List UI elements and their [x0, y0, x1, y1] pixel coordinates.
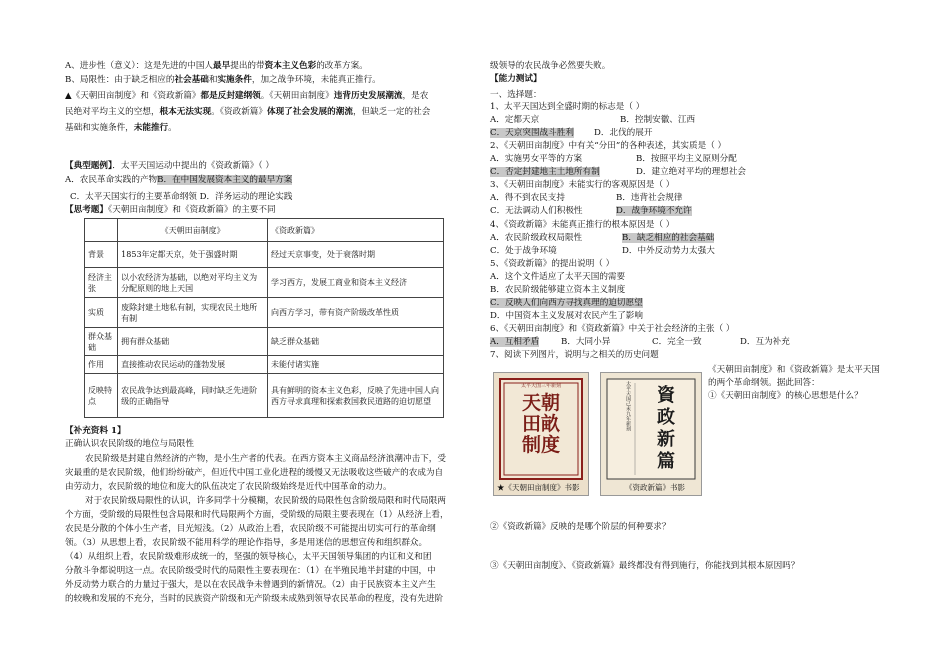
paragraph-line: 外反动势力联合的力量过于强大，是以在农民战争未曾遇到的新情况。（2）由于民族资本主义产生 [65, 580, 436, 590]
option-b: B．农民阶级能够建立资本主义制度 [490, 285, 626, 295]
sub-question-1: ①《天朝田亩制度》的核心思想是什么？ [708, 391, 863, 401]
cover-title-line: 政 [657, 407, 675, 428]
paragraph-line: 农民阶级是封建自然经济的产物，是小生产者的代表。在西方资本主义商品经济浪潮冲击下，受 [85, 454, 446, 464]
table-row [85, 268, 444, 298]
text: 看， [431, 510, 449, 520]
option-c: C．无法调动人们积极性 [490, 206, 583, 216]
question-2: 2、《天朝田亩制度》中有关“分田”的各种表述，其实质是（ ） [490, 141, 727, 151]
cover-top-text: 太平天国己未九年新刻 [625, 381, 631, 431]
text: 。《天朝田亩制度》 [260, 91, 334, 101]
book-cover-image-zizheng [600, 372, 702, 496]
table-row [85, 298, 444, 328]
highlighted-answer: B．缺乏相应的社会基础 [622, 233, 715, 243]
think-question [65, 204, 276, 216]
highlighted-answer: C．反映人们向西方寻找真理的迫切愿望 [490, 298, 643, 308]
paragraph-line: 农民是分散的个体小生产者，目光短浅。（2）从政治上看，农民阶级不可能提出切实可行的革命纲 [65, 524, 436, 534]
table-row [85, 374, 444, 418]
bold-text: 资本主义色彩 [264, 61, 317, 71]
example-options-cd: C．太平天国实行的主要革命纲领 D．洋务运动的理论实践 [70, 192, 293, 202]
option-c: C．处于战争环境 [490, 246, 557, 256]
table-cell: 学习西方，发展工商业和资本主义经济 [268, 268, 444, 298]
text: 提出的带 [230, 61, 265, 71]
cover-title-line: 田畝 [521, 413, 560, 435]
side-text: 的两个革命纲领。据此回答： [708, 378, 820, 388]
text: 的改革方案。 [316, 61, 368, 71]
limitation-line [65, 74, 381, 86]
cover-title-line: 天朝 [521, 392, 560, 414]
option-d: D．北伐的展开 [594, 128, 653, 138]
paragraph-line: （4）从组织上看，农民阶级难形成统一的，坚强的领导核心，太平天国领导集团的内讧和义和团 [65, 552, 432, 562]
paragraph-line: 分散斗争都说明这一点。农民阶级受时代的局限性主要表现在：（1）在半殖民地半封建的中国，中 [65, 566, 436, 576]
note-line-3 [65, 122, 177, 134]
question-5: 5、《资政新篇》的提出说明（ ） [490, 259, 615, 269]
option-c [490, 297, 643, 309]
paragraph-line: 灾最重的是农民阶级，他们纷纷破产，但近代中国工业化进程的缓慢又无法吸收这些破产的农成为自 [65, 468, 444, 478]
option-d: D．中国资本主义发展对农民产生了影响 [490, 311, 643, 321]
table-cell: 未能付诸实施 [268, 356, 444, 374]
supplement-heading: 【补充资料 1】 [65, 426, 126, 436]
text: 。 [168, 123, 177, 133]
text: ，是农 [402, 91, 429, 101]
sub-question-3: ③《天朝田亩制度》、《资政新篇》最终都没有得到施行，你能找到其根本原因吗？ [490, 561, 800, 571]
section-heading: 【能力测试】 [490, 74, 542, 84]
row-header: 经济主张 [85, 268, 118, 298]
bold-text: 违背历史发展潮流 [333, 91, 403, 101]
table-cell: 具有鲜明的资本主义色彩，反映了先进中国人向西方寻求真理和探索救国救民道路的迫切愿望 [268, 374, 444, 418]
section-subheading: 一、选择题： [490, 90, 542, 100]
option-b: B．大同小异 [561, 337, 611, 347]
option-c: C．完全一致 [652, 337, 702, 347]
highlighted-answer: C．否定封建地主土地所有制 [490, 167, 600, 177]
row-header: 背景 [85, 242, 118, 268]
table-cell: 以小农经济为基础，以绝对平均主义为分配原则的地上天国 [118, 268, 268, 298]
cover-title-line: 篇 [657, 451, 675, 472]
question-6: 6、《天朝田亩制度》和《资政新篇》中关于社会经济的主张（ ） [490, 324, 735, 334]
table-cell: 缺乏群众基础 [268, 328, 444, 356]
text: 和 [208, 75, 218, 85]
paragraph-line: 领。（3）从思想上看，农民阶级不能用科学的理论作指导，多是用迷信的思想宣传和组织群众。 [65, 538, 428, 548]
option-c [490, 127, 574, 139]
text: ▲《天朝田亩制度》和《资政新篇》 [65, 91, 201, 101]
question-4: 4、《资政新篇》未能真正推行的根本原因是（ ） [490, 220, 675, 230]
cover-title-line: 新 [657, 429, 675, 450]
option-a: A．实施男女平等的方案 [490, 154, 583, 164]
text: ，加之战争环境，未能真正推行。 [251, 75, 381, 85]
option-c [490, 166, 600, 178]
question-1: 1、太平天国达到全盛时期的标志是（ ） [490, 102, 645, 112]
bold-text: 根本无法实现 [159, 107, 212, 117]
note-line-1 [65, 90, 428, 102]
table-cell: 农民战争达到最高峰，同时缺乏先进阶级的正确指导 [118, 374, 268, 418]
side-text: 《天朝田亩制度》和《资政新篇》是太平天国 [708, 365, 880, 375]
table-corner [85, 219, 118, 242]
note-line-2 [65, 106, 430, 118]
option-b: B．控制安徽、江西 [620, 115, 696, 125]
paragraph-line: 由劳动力，农民阶级的地位和庞大的队伍决定了农民阶级始终是近代中国革命的动力。 [65, 482, 392, 492]
paragraph-line: 的较晚和发展的不充分，当时的民族资产阶级和无产阶级未成熟到领导农民革命的程度，没有先进阶 [65, 594, 444, 604]
text: ．太平天国运动中提出的《资政新篇》（ ） [112, 161, 274, 171]
table-row [85, 242, 444, 268]
option-a: A．农民阶级政权局限性 [490, 233, 583, 243]
bold-text: 实施条件 [217, 75, 252, 85]
table-cell: 向西方学习，带有资产阶级改革性质 [268, 298, 444, 328]
option-d [616, 205, 692, 217]
bold-text: 未能推行 [133, 123, 169, 133]
book-cover-image-tianchao [493, 372, 589, 496]
table-row [85, 356, 444, 374]
text: 个方面，受阶级的局限性包含局限和时代局限两个方面，受阶级的局限主要表现在（1）从经济上 [65, 510, 432, 520]
bold-text: 最早 [213, 61, 231, 71]
table-header-row [85, 219, 444, 242]
cover-top-text: 太平天国三年新刻 [520, 383, 561, 389]
bold-text: 都是反封建纲领 [200, 91, 261, 101]
table-cell: 直接推动农民运动的蓬勃发展 [118, 356, 268, 374]
continued-text: 级领导的农民战争必然要失败。 [490, 61, 611, 71]
row-header: 群众基础 [85, 328, 118, 356]
table-cell: 经过天京事变，处于衰落时期 [268, 242, 444, 268]
image-caption: ★《天朝田亩制度》书影 [497, 483, 580, 492]
table-cell: 废除封建土地私有制，实现农民土地所有制 [118, 298, 268, 328]
option-b: B．违背社会规律 [616, 193, 683, 203]
example-options-ab [65, 174, 292, 186]
row-header: 作用 [85, 356, 118, 374]
table-row [85, 328, 444, 356]
option-d: D．建立绝对平均的理想社会 [636, 167, 747, 177]
highlighted-answer: B．在中国发展资本主义的最早方案 [157, 175, 293, 185]
option-b [622, 232, 714, 244]
progress-line [65, 60, 368, 72]
cover-title [641, 385, 691, 473]
example-question [65, 160, 274, 172]
text: B、局限性：由于缺乏相应的 [65, 75, 175, 85]
cover-title-line: 資 [657, 385, 675, 406]
text: 基础和实施条件， [65, 123, 134, 133]
table-cell: 拥有群众基础 [118, 328, 268, 356]
sub-question-2: ②《资政新篇》反映的是哪个阶层的何种要求？ [490, 522, 671, 532]
cover-title-line: 制度 [521, 434, 560, 456]
comparison-table [84, 218, 444, 418]
section-heading: 【典型题例】 [65, 161, 113, 171]
option-a: A．定都天京 [490, 115, 540, 125]
highlighted-answer: D．战争环境不允许 [616, 206, 692, 216]
row-header: 实质 [85, 298, 118, 328]
cover-title [504, 393, 578, 456]
option-d: D．互为补充 [740, 337, 790, 347]
question-3: 3、《天朝田亩制度》未能实行的客观原因是（ ） [490, 180, 675, 190]
highlighted-answer: C．天京突围战斗胜利 [490, 128, 574, 138]
supplement-subtitle: 正确认识农民阶级的地位与局限性 [65, 439, 194, 449]
bold-text: 体现了社会发展的潮流 [266, 107, 353, 117]
option-a [490, 336, 539, 348]
paragraph-line [65, 509, 449, 521]
option-b: B．按照平均主义原则分配 [636, 154, 737, 164]
option-a: A．这个文件适应了太平天国的需要 [490, 272, 626, 282]
image-caption: 《资政新篇》书影 [625, 483, 685, 492]
text: ，但缺乏一定的社会 [352, 107, 431, 117]
option-a: A．得不到农民支持 [490, 193, 565, 203]
text: 。《资政新篇》 [211, 107, 267, 117]
paragraph-line: 对于农民阶级局限性的认识，许多同学十分模糊，农民阶级的局限性包含阶级局限和时代局限两 [85, 496, 446, 506]
section-heading: 【思考题】 [65, 205, 108, 215]
option-d: D．中外反动势力太强大 [622, 246, 715, 256]
row-header: 反映特点 [85, 374, 118, 418]
table-cell: 1853年定都天京，处于强盛时期 [118, 242, 268, 268]
option-a: A．农民革命实践的产物 [65, 175, 158, 185]
text: 民绝对平均主义的空想， [65, 107, 160, 117]
highlighted-answer: A．互相矛盾 [490, 337, 540, 347]
column-header: 《天朝田亩制度》 [118, 219, 268, 242]
text: 《天朝田亩制度》和《资政新篇》的主要不同 [107, 205, 276, 215]
column-header: 《资政新篇》 [268, 219, 444, 242]
text: A、进步性（意义）：这是先进的中国人 [65, 61, 214, 71]
bold-text: 社会基础 [174, 75, 209, 85]
question-7: 7、阅读下列图片，说明与之相关的历史问题 [490, 350, 659, 360]
